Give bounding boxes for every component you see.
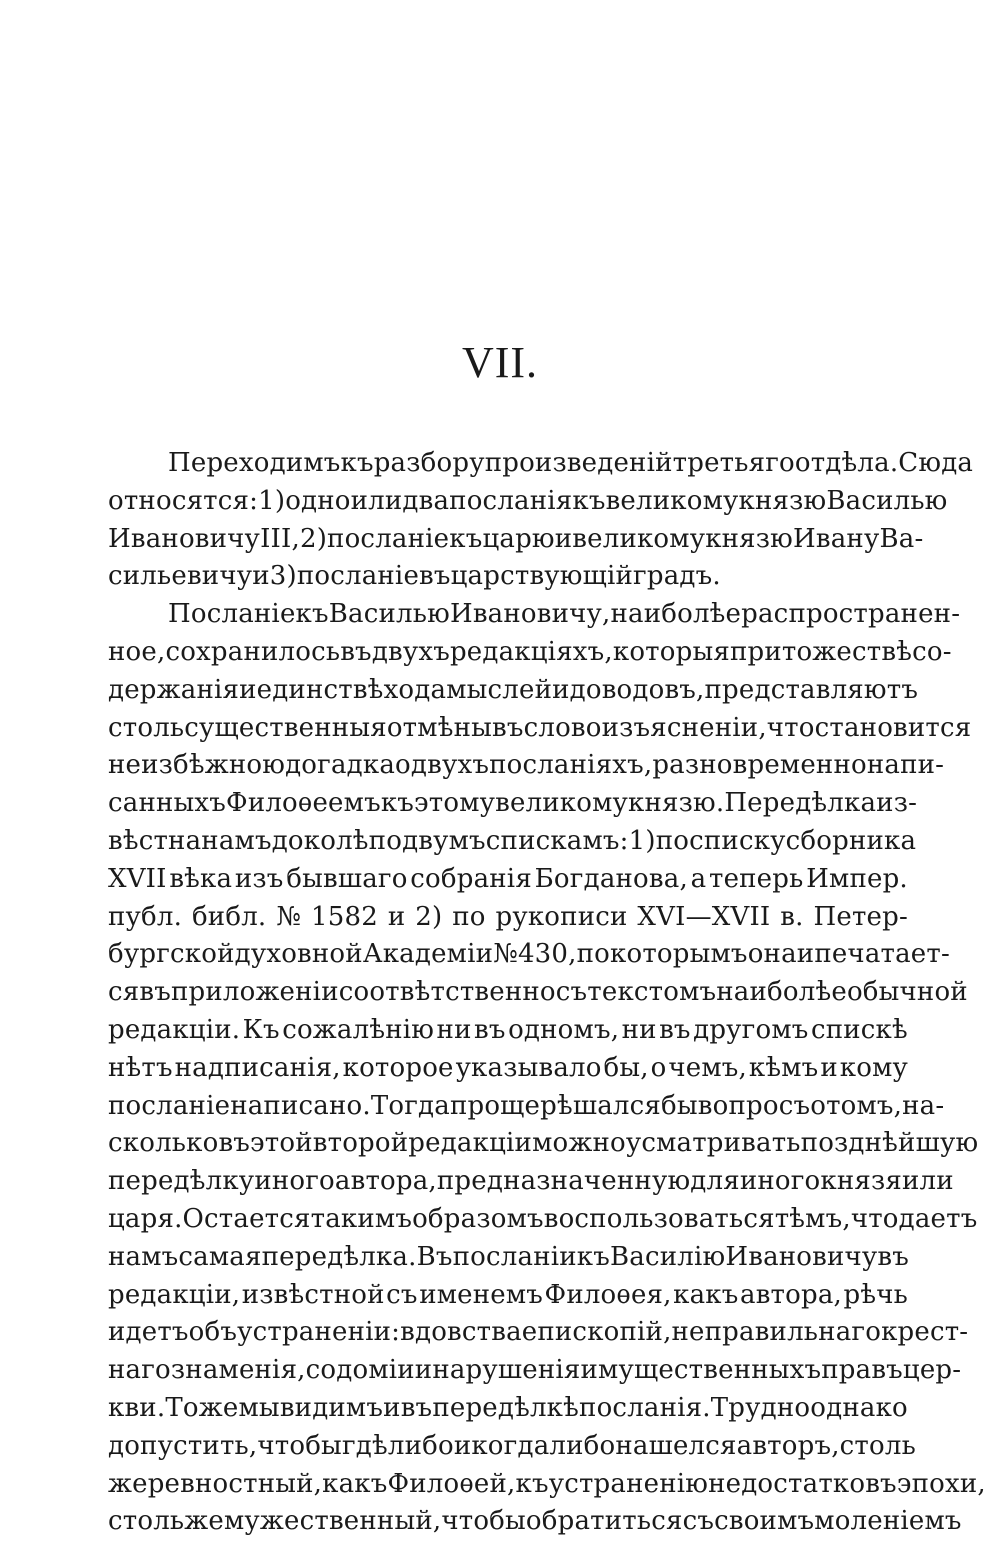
- text-line: Посланіе къ Василью Ивановичу, наиболѣе распространен-: [168, 599, 961, 630]
- text-line: же ревностный, какъ Филоѳей, къ устраненію недостатковъ эпохи,: [108, 1468, 986, 1499]
- text-line: публ. библ. № 1582 и 2) по рукописи XVI—XVII в. Петер-: [108, 901, 908, 932]
- text-line: передѣлку иного автора, предназначенную для иного князя или: [108, 1166, 954, 1197]
- chapter-number: VII.: [461, 338, 539, 387]
- text-line: царя. Остается такимъ образомъ воспользоваться тѣмъ, что даетъ: [108, 1203, 978, 1234]
- text-line: Ивановичу III, 2) посланіе къ царю и великому князю Ивану Ва-: [108, 523, 924, 554]
- text-line: санныхъ Филоѳеемъ къ этому великому князю. Передѣлка из-: [108, 788, 918, 819]
- text-line: наго знаменія, содоміи и нарушенія имущественныхъ правъ цер-: [108, 1355, 962, 1386]
- text-line: ся въ приложеніи соотвѣтственно съ текстомъ наиболѣе обычной: [108, 977, 968, 1008]
- text-line: относятся: 1) одно или два посланія къ великому князю Василью: [108, 485, 948, 516]
- text-line: сколько въ этой второй редакціи можно усматривать позднѣйшую: [108, 1128, 979, 1159]
- text-line: вѣстна намъ доколѣ по двумъ спискамъ: 1) по списку сборника: [108, 825, 917, 856]
- text-line: посланіе написано. Тогда проще рѣшался бы вопросъ о томъ, на-: [108, 1090, 945, 1121]
- text-line: нѣтъ надписанія, которое указывало бы, о чемъ, кѣмъ и кому: [108, 1052, 908, 1083]
- text-line: неизбѣжною догадка о двухъ посланіяхъ, разновременно напи-: [108, 750, 945, 781]
- text-line: допустить, чтобы гдѣ либо и когда либо нашелся авторъ, столь: [108, 1430, 916, 1461]
- text-line: Переходимъ къ разбору произведеній третьяго отдѣла. Сюда: [168, 448, 974, 478]
- text-line: сильевичу и 3) посланіе въ царствующій градъ.: [108, 561, 721, 592]
- text-line: столь же мужественный, чтобы обратиться съ своимъ моленіемъ: [108, 1506, 962, 1537]
- text-line: редакціи, извѣстной съ именемъ Филоѳея, какъ автора, рѣчь: [108, 1279, 908, 1310]
- text-line: идетъ объ устраненіи: вдовства епископій, неправильнаго крест-: [108, 1317, 969, 1348]
- text-line: бургской духовной Академіи № 430, по которымъ она и печатает-: [108, 939, 950, 970]
- text-line: редакціи. Къ сожалѣнію ни въ одномъ, ни въ другомъ спискѣ: [108, 1014, 908, 1045]
- text-line: кви. Тоже мы видимъ и въ передѣлкѣ посланія. Трудно однако: [108, 1392, 908, 1423]
- text-line: ное, сохранилось въ двухъ редакціяхъ, которыя при тожествѣ со-: [108, 636, 952, 667]
- text-line: столь существенныя отмѣны въ словоизъясненіи, что становится: [108, 712, 972, 743]
- body-text: [108, 445, 986, 1541]
- text-line: держанія и единствѣ хода мыслей и доводовъ, представляютъ: [108, 674, 919, 705]
- text-line: XVII вѣка изъ бывшаго собранія Богданова, а теперь Импер.: [108, 863, 908, 894]
- text-line: намъ самая передѣлка. Въ посланіи къ Василію Ивановичу въ: [108, 1241, 910, 1272]
